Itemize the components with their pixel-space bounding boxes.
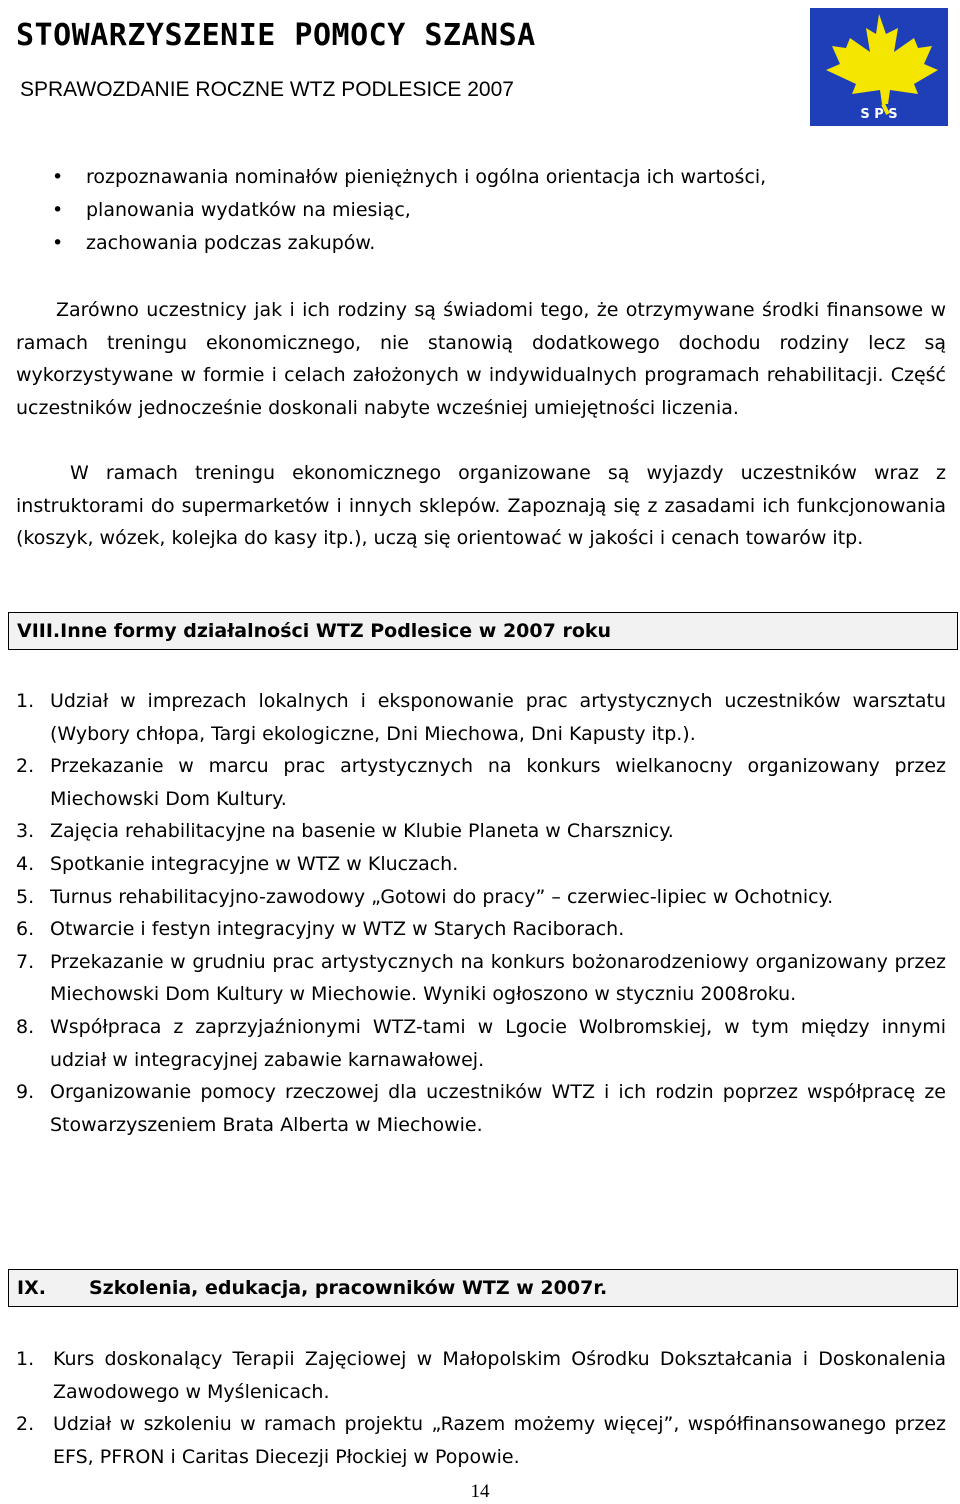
organization-logo xyxy=(810,8,948,126)
item-text: Turnus rehabilitacyjno-zawodowy „Gotowi do pracy” – czerwiec-lipiec w Ochotnicy. xyxy=(50,885,834,908)
paragraph-supermarket-trips: W ramach treningu ekonomicznego organizowane są wyjazdy uczestników wraz z instruktorami do supermarketów i innych sklepów. Zapoznają się z zasadami ich funkcjonowania (koszyk, wózek, kolejka do kasy itp.), uczą się orientować w jakości i cenach towarów itp. xyxy=(16,462,946,550)
item-number: 1. xyxy=(16,690,35,712)
item-text: Udział w imprezach lokalnych i eksponowanie prac artystycznych uczestników warsztatu (Wybory chłopa, Targi ekologiczne, Dni Miechowa, Dni Kapusty itp.). xyxy=(50,690,946,745)
logo-text: S P S xyxy=(860,107,898,122)
list-item xyxy=(16,750,946,815)
list-item xyxy=(16,1408,946,1473)
item-number: 2. xyxy=(16,1413,35,1436)
section-title: Inne formy działalności WTZ Podlesice w 2007 roku xyxy=(60,620,612,642)
item-text: Kurs doskonalący Terapii Zajęciowej w Małopolskim Ośrodku Dokształcania i Doskonalenia Zawodowego w Myślenicach. xyxy=(53,1348,946,1403)
item-number: 1. xyxy=(16,1348,35,1370)
bullet-item: • planowania wydatków na miesiąc, xyxy=(52,194,766,227)
list-item xyxy=(16,913,946,946)
list-item xyxy=(16,685,946,750)
item-number: 4. xyxy=(16,852,35,875)
list-item xyxy=(16,815,946,848)
item-text: Zajęcia rehabilitacyjne na basenie w Klubie Planeta w Charsznicy. xyxy=(50,820,674,843)
item-text: Przekazanie w grudniu prac artystycznych na konkurs bożonarodzeniowy organizowany przez Miechowski Dom Kultury w Miechowie. Wyniki ogłoszono w styczniu 2008roku. xyxy=(50,950,946,1006)
item-text: Udział w szkoleniu w ramach projektu „Razem możemy więcej”, współfinansowanego przez EFS, PFRON i Caritas Diecezji Płockiej w Popowie. xyxy=(53,1413,946,1468)
list-item xyxy=(16,881,946,914)
bullet-item: • rozpoznawania nominałów pieniężnych i ogólna orientacja ich wartości, xyxy=(52,161,766,194)
list-item xyxy=(16,1076,946,1141)
item-text: Współpraca z zaprzyjaźnionymi WTZ-tami w Lgocie Wolbromskiej, w tym między innymi udział w integracyjnej zabawie karnawałowej. xyxy=(50,1015,946,1071)
item-number: 3. xyxy=(16,820,35,843)
section-heading-ix xyxy=(8,1269,958,1307)
item-number: 7. xyxy=(16,950,35,973)
item-text: Organizowanie pomocy rzeczowej dla uczestników WTZ i ich rodzin poprzez współpracę ze Stowarzyszeniem Brata Alberta w Miechowie. xyxy=(50,1081,946,1136)
section-number: IX. xyxy=(17,1277,46,1299)
organization-name: STOWARZYSZENIE POMOCY SZANSA xyxy=(16,18,536,53)
item-text: Otwarcie i festyn integracyjny w WTZ w Starych Raciborach. xyxy=(50,918,625,941)
list-item xyxy=(16,848,946,881)
item-number: 6. xyxy=(16,918,35,941)
section-title: Szkolenia, edukacja, pracowników WTZ w 2007r. xyxy=(89,1277,608,1299)
item-number: 8. xyxy=(16,1015,35,1038)
item-text: Przekazanie w marcu prac artystycznych na konkurs wielkanocny organizowany przez Miechowski Dom Kultury. xyxy=(50,755,946,810)
list-item xyxy=(16,1343,946,1408)
bullet-list xyxy=(52,161,766,260)
report-title: SPRAWOZDANIE ROCZNE WTZ PODLESICE 2007 xyxy=(20,78,514,101)
bullet-item: • zachowania podczas zakupów. xyxy=(52,227,766,260)
list-item xyxy=(16,1011,946,1076)
paragraph-economic-training: Zarówno uczestnicy jak i ich rodziny są świadomi tego, że otrzymywane środki finansowe w ramach treningu ekonomicznego, nie stanowią dodatkowego dochodu rodziny lecz są wykorzystywane w formie i celach założonych w indywidualnych programach rehabilitacji. Część uczestników jednocześnie doskonali nabyte wcześniej umiejętności liczenia. xyxy=(16,299,946,419)
training-list xyxy=(16,1343,946,1473)
activities-list xyxy=(16,685,946,1141)
item-number: 2. xyxy=(16,755,35,778)
item-text: Spotkanie integracyjne w WTZ w Kluczach. xyxy=(50,852,459,875)
maple-leaf-icon xyxy=(826,14,938,104)
item-number: 9. xyxy=(16,1081,35,1104)
section-number: VIII. xyxy=(17,620,61,642)
section-heading-viii xyxy=(8,612,958,650)
item-number: 5. xyxy=(16,885,35,908)
page-number: 14 xyxy=(470,1481,490,1502)
list-item xyxy=(16,946,946,1011)
